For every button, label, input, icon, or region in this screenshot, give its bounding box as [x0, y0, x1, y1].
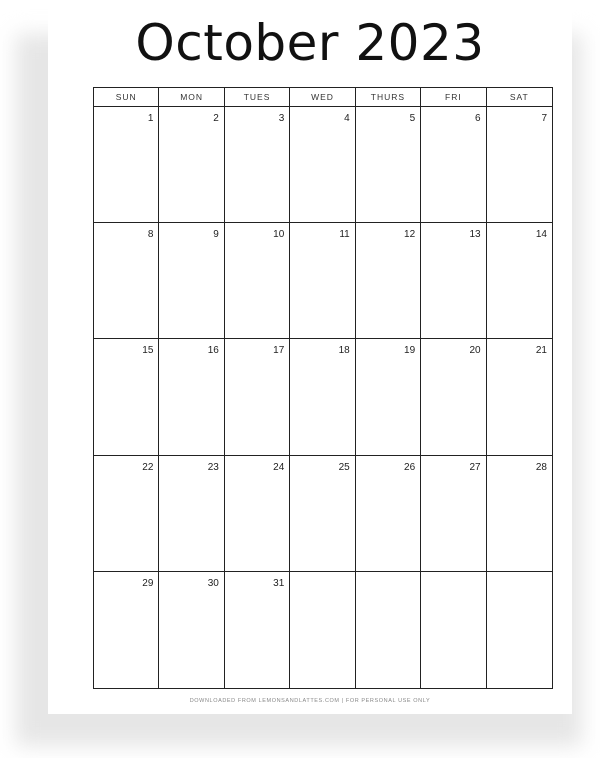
- day-cell: [421, 107, 486, 223]
- day-number: 28: [535, 461, 547, 473]
- day-cell: [159, 223, 224, 339]
- day-number: 19: [404, 345, 416, 357]
- calendar-grid: [93, 87, 553, 689]
- day-number: 8: [147, 229, 154, 241]
- weekday-header: FRI: [421, 88, 486, 107]
- day-cell: [487, 572, 552, 688]
- day-number: 30: [207, 577, 219, 589]
- day-number: 18: [338, 345, 350, 357]
- day-number: 29: [142, 577, 154, 589]
- day-cell: [94, 107, 159, 223]
- weekday-header: WED: [290, 88, 355, 107]
- day-cell: [94, 456, 159, 572]
- day-number: 15: [142, 345, 154, 357]
- day-cell: [356, 223, 421, 339]
- weekday-header: SAT: [487, 88, 552, 107]
- day-cell: [290, 572, 355, 688]
- day-number: 14: [535, 229, 547, 241]
- day-cell: [421, 339, 486, 455]
- day-number: 17: [273, 345, 285, 357]
- day-number: 16: [207, 345, 219, 357]
- calendar-title: October 2023: [135, 14, 485, 72]
- day-cell: [290, 339, 355, 455]
- day-cell: [94, 572, 159, 688]
- day-cell: [290, 223, 355, 339]
- day-cell: [356, 339, 421, 455]
- day-cell: [94, 223, 159, 339]
- day-cell: [159, 339, 224, 455]
- day-cell: [487, 339, 552, 455]
- day-cell: [356, 572, 421, 688]
- day-cell: [225, 339, 290, 455]
- day-number: 26: [404, 461, 416, 473]
- day-cell: [225, 223, 290, 339]
- day-number: 31: [273, 577, 285, 589]
- day-number: 25: [338, 461, 350, 473]
- day-number: 7: [541, 113, 547, 124]
- day-number: 5: [409, 113, 416, 124]
- day-number: 24: [273, 461, 285, 473]
- weekday-header: MON: [159, 88, 224, 107]
- day-number: 4: [344, 113, 350, 124]
- day-number: 21: [535, 345, 547, 357]
- day-number: 6: [475, 113, 481, 124]
- weekday-header: SUN: [94, 88, 159, 107]
- day-number: 11: [339, 229, 350, 241]
- day-number: 13: [469, 229, 481, 241]
- day-number: 22: [142, 461, 154, 473]
- day-cell: [225, 572, 290, 688]
- day-number: 23: [207, 461, 219, 473]
- day-cell: [356, 456, 421, 572]
- day-number: 20: [469, 345, 481, 357]
- day-number: 3: [278, 113, 285, 124]
- day-cell: [225, 456, 290, 572]
- day-cell: [290, 456, 355, 572]
- day-cell: [421, 223, 486, 339]
- day-number: 1: [147, 113, 154, 124]
- day-cell: [487, 223, 552, 339]
- day-number: 10: [273, 229, 285, 241]
- day-cell: [421, 572, 486, 688]
- day-cell: [290, 107, 355, 223]
- day-cell: [487, 456, 552, 572]
- day-number: 27: [469, 461, 481, 473]
- day-number: 9: [213, 229, 219, 241]
- weekday-header: TUES: [225, 88, 290, 107]
- day-cell: [159, 572, 224, 688]
- footer-text: DOWNLOADED FROM LEMONSANDLATTES.COM | FOR PERSONAL USE ONLY: [189, 698, 431, 704]
- weekday-header: THURS: [356, 88, 421, 107]
- day-cell: [356, 107, 421, 223]
- day-number: 12: [404, 229, 416, 241]
- calendar-page: [48, 0, 572, 714]
- day-cell: [159, 107, 224, 223]
- day-cell: [487, 107, 552, 223]
- day-cell: [94, 339, 159, 455]
- day-cell: [159, 456, 224, 572]
- day-number: 2: [213, 113, 219, 124]
- day-cell: [421, 456, 486, 572]
- day-cell: [225, 107, 290, 223]
